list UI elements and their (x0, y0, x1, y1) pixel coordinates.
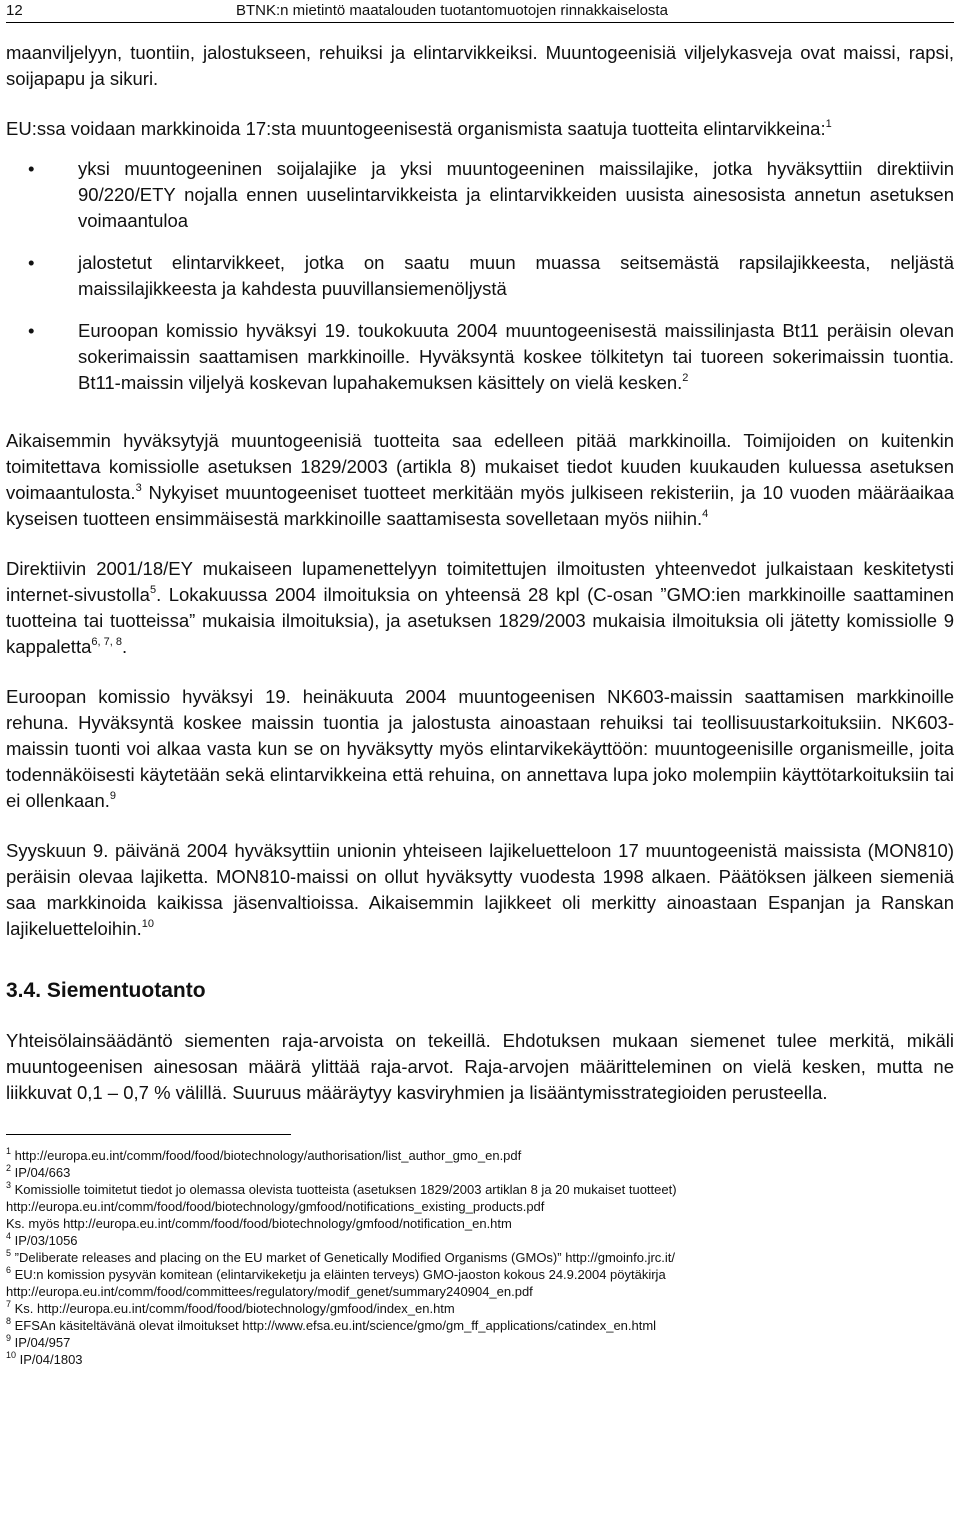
footnote-number: 7 (6, 1299, 12, 1309)
footnote-text: ”Deliberate releases and placing on the EU market of Genetically Modified Organisms (GMOs)” http://gmoinfo.jrc.it/ (14, 1250, 676, 1265)
footnote (6, 1249, 954, 1266)
footnote-number: 5 (6, 1248, 12, 1258)
paragraph-text: . Lokakuussa 2004 ilmoituksia on yhteensä 28 kpl (C-osan ”GMO:ien markkinoille saattaminen tuotteina tai tuotteissa” mukaisia ilmoituksia), ja asetuksen 1829/2003 mukaisia ilmoituksia oli jätetty komissiolle 9 kappaletta (6, 584, 954, 657)
footnote-ref: 9 (109, 790, 117, 802)
intro-paragraph: maanviljelyyn, tuontiin, jalostukseen, rehuiksi ja elintarvikkeiksi. Muuntogeenisiä viljelykasveja ovat maissi, rapsi, soijapapu ja sikuri. (6, 42, 954, 89)
footnote-ref: 10 (141, 918, 155, 930)
paragraph-text: Syyskuun 9. päivänä 2004 hyväksyttiin unionin yhteiseen lajikeluetteloon 17 muuntogeenistä maissista (MON810) peräisin olevaa lajiketta. MON810-maissi on ollut hyväksytty vuodesta 1998 alkaen. Päätöksen jälkeen siemeniä saa markkinoida kaikissa jäsenvaltioissa. Aikaisemmin lajikkeet oli merkitty ainoastaan Espanjan ja Ranskan lajikeluetteloihin. (6, 840, 954, 939)
footnote-number: 9 (6, 1333, 12, 1343)
footnote (6, 1317, 954, 1334)
eu-lead-text: EU:ssa voidaan markkinoida 17:sta muuntogeenisestä organismista saatuja tuotteita elintarvikkeina: (6, 118, 826, 139)
footnote (6, 1215, 954, 1232)
paragraph-text: Euroopan komissio hyväksyi 19. heinäkuuta 2004 muuntogeenisen NK603-maissin saattamisen markkinoille rehuna. Hyväksyntä koskee maissin tuontia ja jalostusta ainoastaan rehuiksi tai teollisuustarkoituksiin. NK603-maissin tuonti voi alkaa vasta kun se on hyväksytty myös elintarvikekäyttöön: muuntogeenisille organismeille, joita todennäköisesti käytetään sekä elintarvikkeina että rehuina, on annettava lupa joko molempiin käyttötarkoituksiin tai ei ollenkaan. (6, 686, 954, 811)
footnote-ref: 2 (682, 372, 689, 384)
footnote (6, 1232, 954, 1249)
footnote (6, 1164, 954, 1181)
footnote-number: 6 (6, 1265, 12, 1275)
footnote-number: 3 (6, 1180, 12, 1190)
footnote-number: 8 (6, 1316, 12, 1326)
footnote-ref: 5 (149, 584, 157, 596)
footnote-text: EFSAn käsiteltävänä olevat ilmoitukset http://www.efsa.eu.int/science/gmo/gm_ff_applications/catindex_en.html (14, 1318, 657, 1333)
list-item-text: Euroopan komissio hyväksyi 19. toukokuuta 2004 muuntogeenisestä maissilinjasta Bt11 peräisin olevan sokerimaissin saattamisen markkinoille. Hyväksyntä koskee tölkitetyn tai tuoreen sokerimaissin tuontia. Bt11-maissin viljelyä koskevan lupahakemuksen käsittely on vielä kesken. (78, 320, 954, 393)
page-number: 12 (6, 2, 23, 19)
footnote-number: 10 (6, 1350, 17, 1360)
footnote (6, 1198, 954, 1215)
footnote-text: IP/04/1803 (19, 1352, 83, 1367)
section-heading: 3.4. Siementuotanto (6, 979, 206, 1002)
list-item-text: yksi muuntogeeninen soijalajike ja yksi muuntogeeninen maissilajike, jotka hyväksyttiin direktiivin 90/220/ETY nojalla ennen uuselintarvikkeista ja elintarvikkeiden uusista ainesosista annetun asetuksen voimaantuloa (78, 158, 954, 231)
list-item-text: jalostetut elintarvikkeet, jotka on saatu muun muassa seitsemästä rapsilajikkeesta, neljästä maissilajikkeesta ja kahdesta puuvillansiemenöljystä (78, 252, 954, 299)
footnote-text: IP/04/957 (14, 1335, 71, 1350)
footnote-ref: 4 (702, 508, 709, 520)
footnote-text: EU:n komission pysyvän komitean (elintarvikeketju ja eläinten terveys) GMO-jaoston kokous 24.9.2004 pöytäkirja (14, 1267, 666, 1282)
list-item (6, 250, 954, 302)
footnote (6, 1351, 954, 1368)
list-item (6, 156, 954, 234)
footnote (6, 1266, 954, 1283)
paragraph-existing-products (6, 428, 954, 532)
bullet-marker: • (28, 252, 35, 273)
footnote-text: Komissiolle toimitetut tiedot jo olemassa olevista tuotteista (asetuksen 1829/2003 artiklan 8 ja 20 mukaiset tuotteet) (14, 1182, 677, 1197)
footnote-text: IP/04/663 (14, 1165, 71, 1180)
page-header (6, 0, 954, 23)
footnote-ref: 6, 7, 8 (91, 636, 122, 648)
paragraph-nk603 (6, 684, 954, 814)
footnote-divider (6, 1134, 291, 1135)
footnote-text: http://europa.eu.int/comm/food/food/biotechnology/gmfood/notifications_existing_products.pdf (6, 1199, 545, 1214)
footnote (6, 1334, 954, 1351)
paragraph-text: . (121, 636, 128, 657)
footnote-text: IP/03/1056 (14, 1233, 78, 1248)
footnotes (6, 1147, 954, 1368)
footnote-ref: 3 (135, 482, 142, 494)
footnote-number: 2 (6, 1163, 12, 1173)
paragraph-mon810 (6, 838, 954, 942)
footnote (6, 1283, 954, 1300)
footnote (6, 1181, 954, 1198)
footnote-text: http://europa.eu.int/comm/food/committees/regulatory/modif_genet/summary240904_en.pdf (6, 1284, 533, 1299)
running-title: BTNK:n mietintö maatalouden tuotantomuotojen rinnakkaiselosta (236, 2, 668, 19)
paragraph-text: Nykyiset muuntogeeniset tuotteet merkitään myös julkiseen rekisteriin, ja 10 vuoden määräaikaa kyseisen tuotteen ensimmäisestä markkinoille saattamisesta sovelletaan myös niihin. (6, 482, 954, 529)
footnote-text: Ks. http://europa.eu.int/comm/food/food/biotechnology/gmfood/index_en.htm (14, 1301, 455, 1316)
footnote-number: 1 (6, 1146, 12, 1156)
bullet-marker: • (28, 158, 35, 179)
paragraph-text: Direktiivin 2001/18/EY mukaiseen lupamenettelyyn toimitettujen ilmoitusten yhteenvedot julkaistaan keskitetysti internet-sivustolla (6, 558, 954, 605)
footnote-ref: 1 (825, 118, 832, 130)
footnote-text: http://europa.eu.int/comm/food/food/biotechnology/authorisation/list_author_gmo_en.pdf (14, 1148, 522, 1163)
document-body (6, 40, 954, 1368)
footnote-text: Ks. myös http://europa.eu.int/comm/food/food/biotechnology/gmfood/notification_en.htm (6, 1216, 512, 1231)
bullet-marker: • (28, 320, 35, 341)
paragraph-directive (6, 556, 954, 660)
footnote-number: 4 (6, 1231, 12, 1241)
list-item (6, 318, 954, 396)
footnote (6, 1300, 954, 1317)
paragraph-seed-production: Yhteisölainsäädäntö siementen raja-arvoista on tekeillä. Ehdotuksen mukaan siemenet tulee merkitä, mikäli muuntogeenisen ainesosan määrä ylittää raja-arvot. Raja-arvojen määritteleminen on vielä kesken, mutta ne liikkuvat 0,1 – 0,7 % välillä. Suuruus määräytyy kasviryhmien ja lisääntymisstrategioiden perusteella. (6, 1030, 954, 1103)
paragraph-text: Aikaisemmin hyväksytyjä muuntogeenisiä tuotteita saa edelleen pitää markkinoilla. Toimijoiden on kuitenkin toimitettava komissiolle asetuksen 1829/2003 (artikla 8) mukaiset tiedot kuuden kuukauden kuluessa asetuksen voimaantulosta. (6, 430, 954, 503)
footnote (6, 1147, 954, 1164)
eu-lead-paragraph (6, 116, 954, 142)
product-bullet-list (6, 156, 954, 396)
